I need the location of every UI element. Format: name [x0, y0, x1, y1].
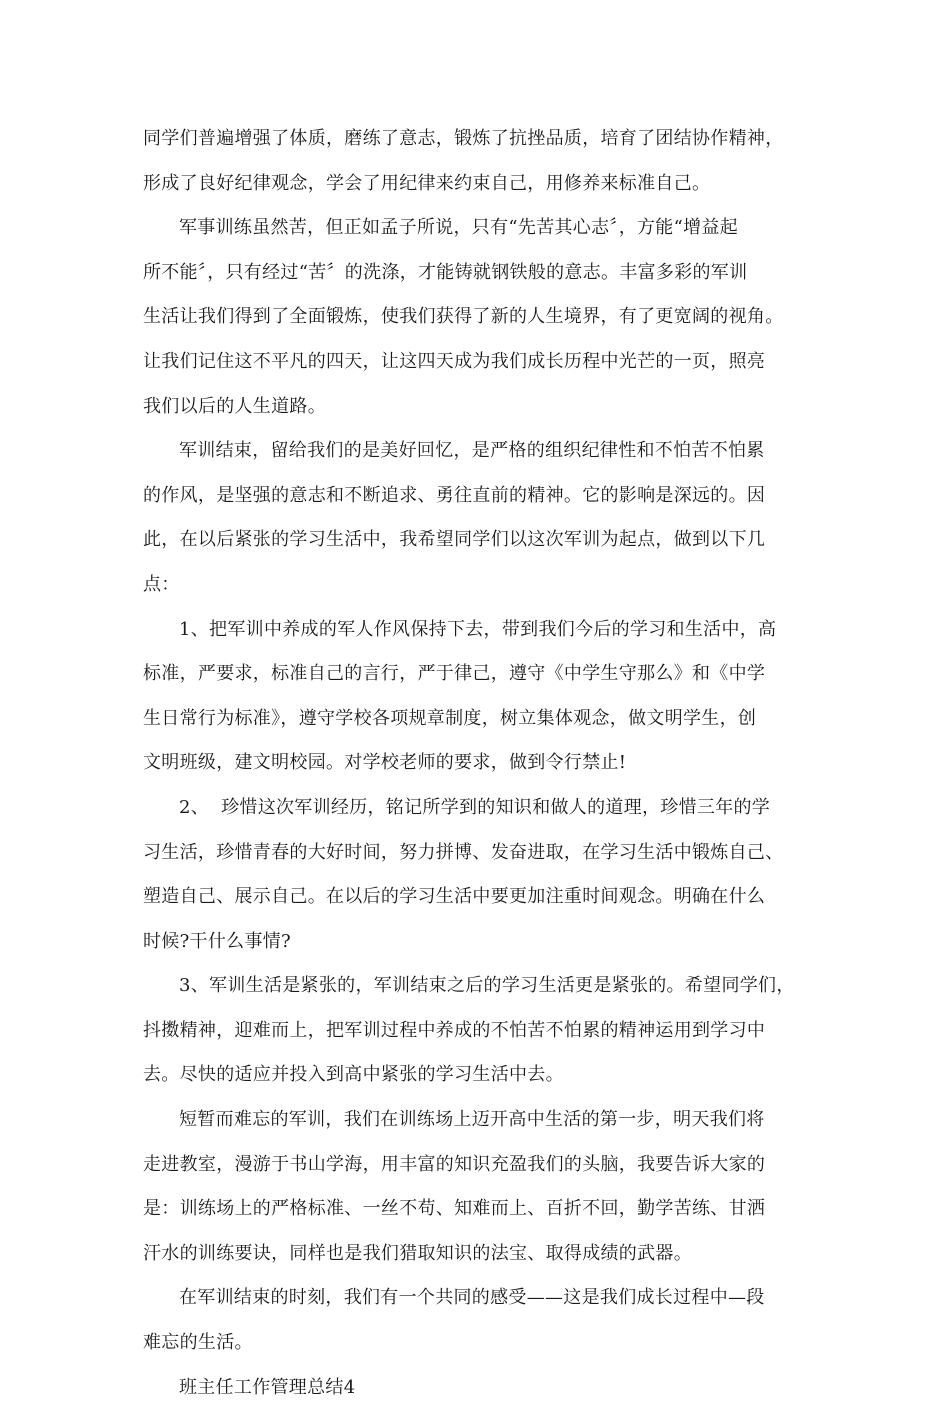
- text-line: 形成了良好纪律观念，学会了用纪律来约束自己，用修养来标准自己。: [143, 172, 711, 194]
- text-line: 走进教室，漫游于书山学海，用丰富的知识充盈我们的头脑，我要告诉大家的: [143, 1153, 766, 1175]
- text-line: 点：: [143, 573, 180, 595]
- text-line: 习生活，珍惜青春的大好时间，努力拼博、发奋进取，在学习生活中锻炼自己、: [143, 841, 784, 863]
- text-line: 生日常行为标准》，遵守学校各项规章制度，树立集体观念，做文明学生，创: [143, 707, 757, 729]
- text-line: 时候?干什么事情?: [143, 930, 291, 952]
- text-line: 我们以后的人生道路。: [143, 395, 326, 417]
- text-line: 在军训结束的时刻，我们有一个共同的感受——这是我们成长过程中—段: [179, 1287, 765, 1309]
- text-line: 塑造自己、展示自己。在以后的学习生活中要更加注重时间观念。明确在什么: [143, 886, 766, 908]
- text-line: 3、军训生活是紧张的，军训结束之后的学习生活更是紧张的。希望同学们，: [179, 975, 795, 997]
- text-line: 文明班级，建文明校园。对学校老师的要求，做到令行禁止!: [143, 752, 627, 774]
- text-line: 的作风，是坚强的意志和不断追求、勇往直前的精神。它的影响是深远的。因: [143, 484, 766, 506]
- text-line: 2、 珍惜这次军训经历，铭记所学到的知识和做人的道理，珍惜三年的学: [179, 796, 771, 818]
- text-line: 军事训练虽然苦，但正如孟子所说，只有“先苦其心志〞，方能“增益起: [179, 217, 739, 239]
- text-line: 此，在以后紧张的学习生活中，我希望同学们以这次军训为起点，做到以下几: [143, 529, 766, 551]
- text-line: 汗水的训练要诀，同样也是我们猎取知识的法宝、取得成绩的武器。: [143, 1242, 692, 1264]
- document-body: [143, 117, 813, 1410]
- text-line: 抖擞精神，迎难而上，把军训过程中养成的不怕苦不怕累的精神运用到学习中: [143, 1019, 766, 1041]
- text-line: 生活让我们得到了全面锻炼，使我们获得了新的人生境界，有了更宽阔的视角。: [143, 306, 784, 328]
- text-line: 班主任工作管理总结4: [179, 1376, 356, 1398]
- text-line: 难忘的生活。: [143, 1332, 253, 1354]
- text-line: 军训结束，留给我们的是美好回忆，是严格的组织纪律性和不怕苦不怕累: [179, 440, 765, 462]
- text-line: 是：训练场上的严格标准、一丝不苟、知难而上、百折不回，勤学苦练、甘洒: [143, 1198, 766, 1220]
- text-line: 让我们记住这不平凡的四天，让这四天成为我们成长历程中光芒的一页，照亮: [143, 350, 766, 372]
- text-line: 所不能〞，只有经过“苦〞的洗涤，才能铸就钢铁般的意志。丰富多彩的军训: [143, 261, 748, 283]
- text-line: 去。尽快的适应并投入到高中紧张的学习生活中去。: [143, 1064, 564, 1086]
- text-line: 短暂而难忘的军训，我们在训练场上迈开高中生活的第一步，明天我们将: [179, 1109, 765, 1131]
- text-line: 标准，严要求，标准自己的言行，严于律己，遵守《中学生守那么》和《中学: [143, 663, 766, 685]
- text-line: 同学们普遍增强了体质，磨练了意志，锻炼了抗挫品质，培育了团结协作精神，: [143, 128, 784, 149]
- text-line: 1、把军训中养成的军人作风保持下去，带到我们今后的学习和生活中，高: [179, 618, 777, 640]
